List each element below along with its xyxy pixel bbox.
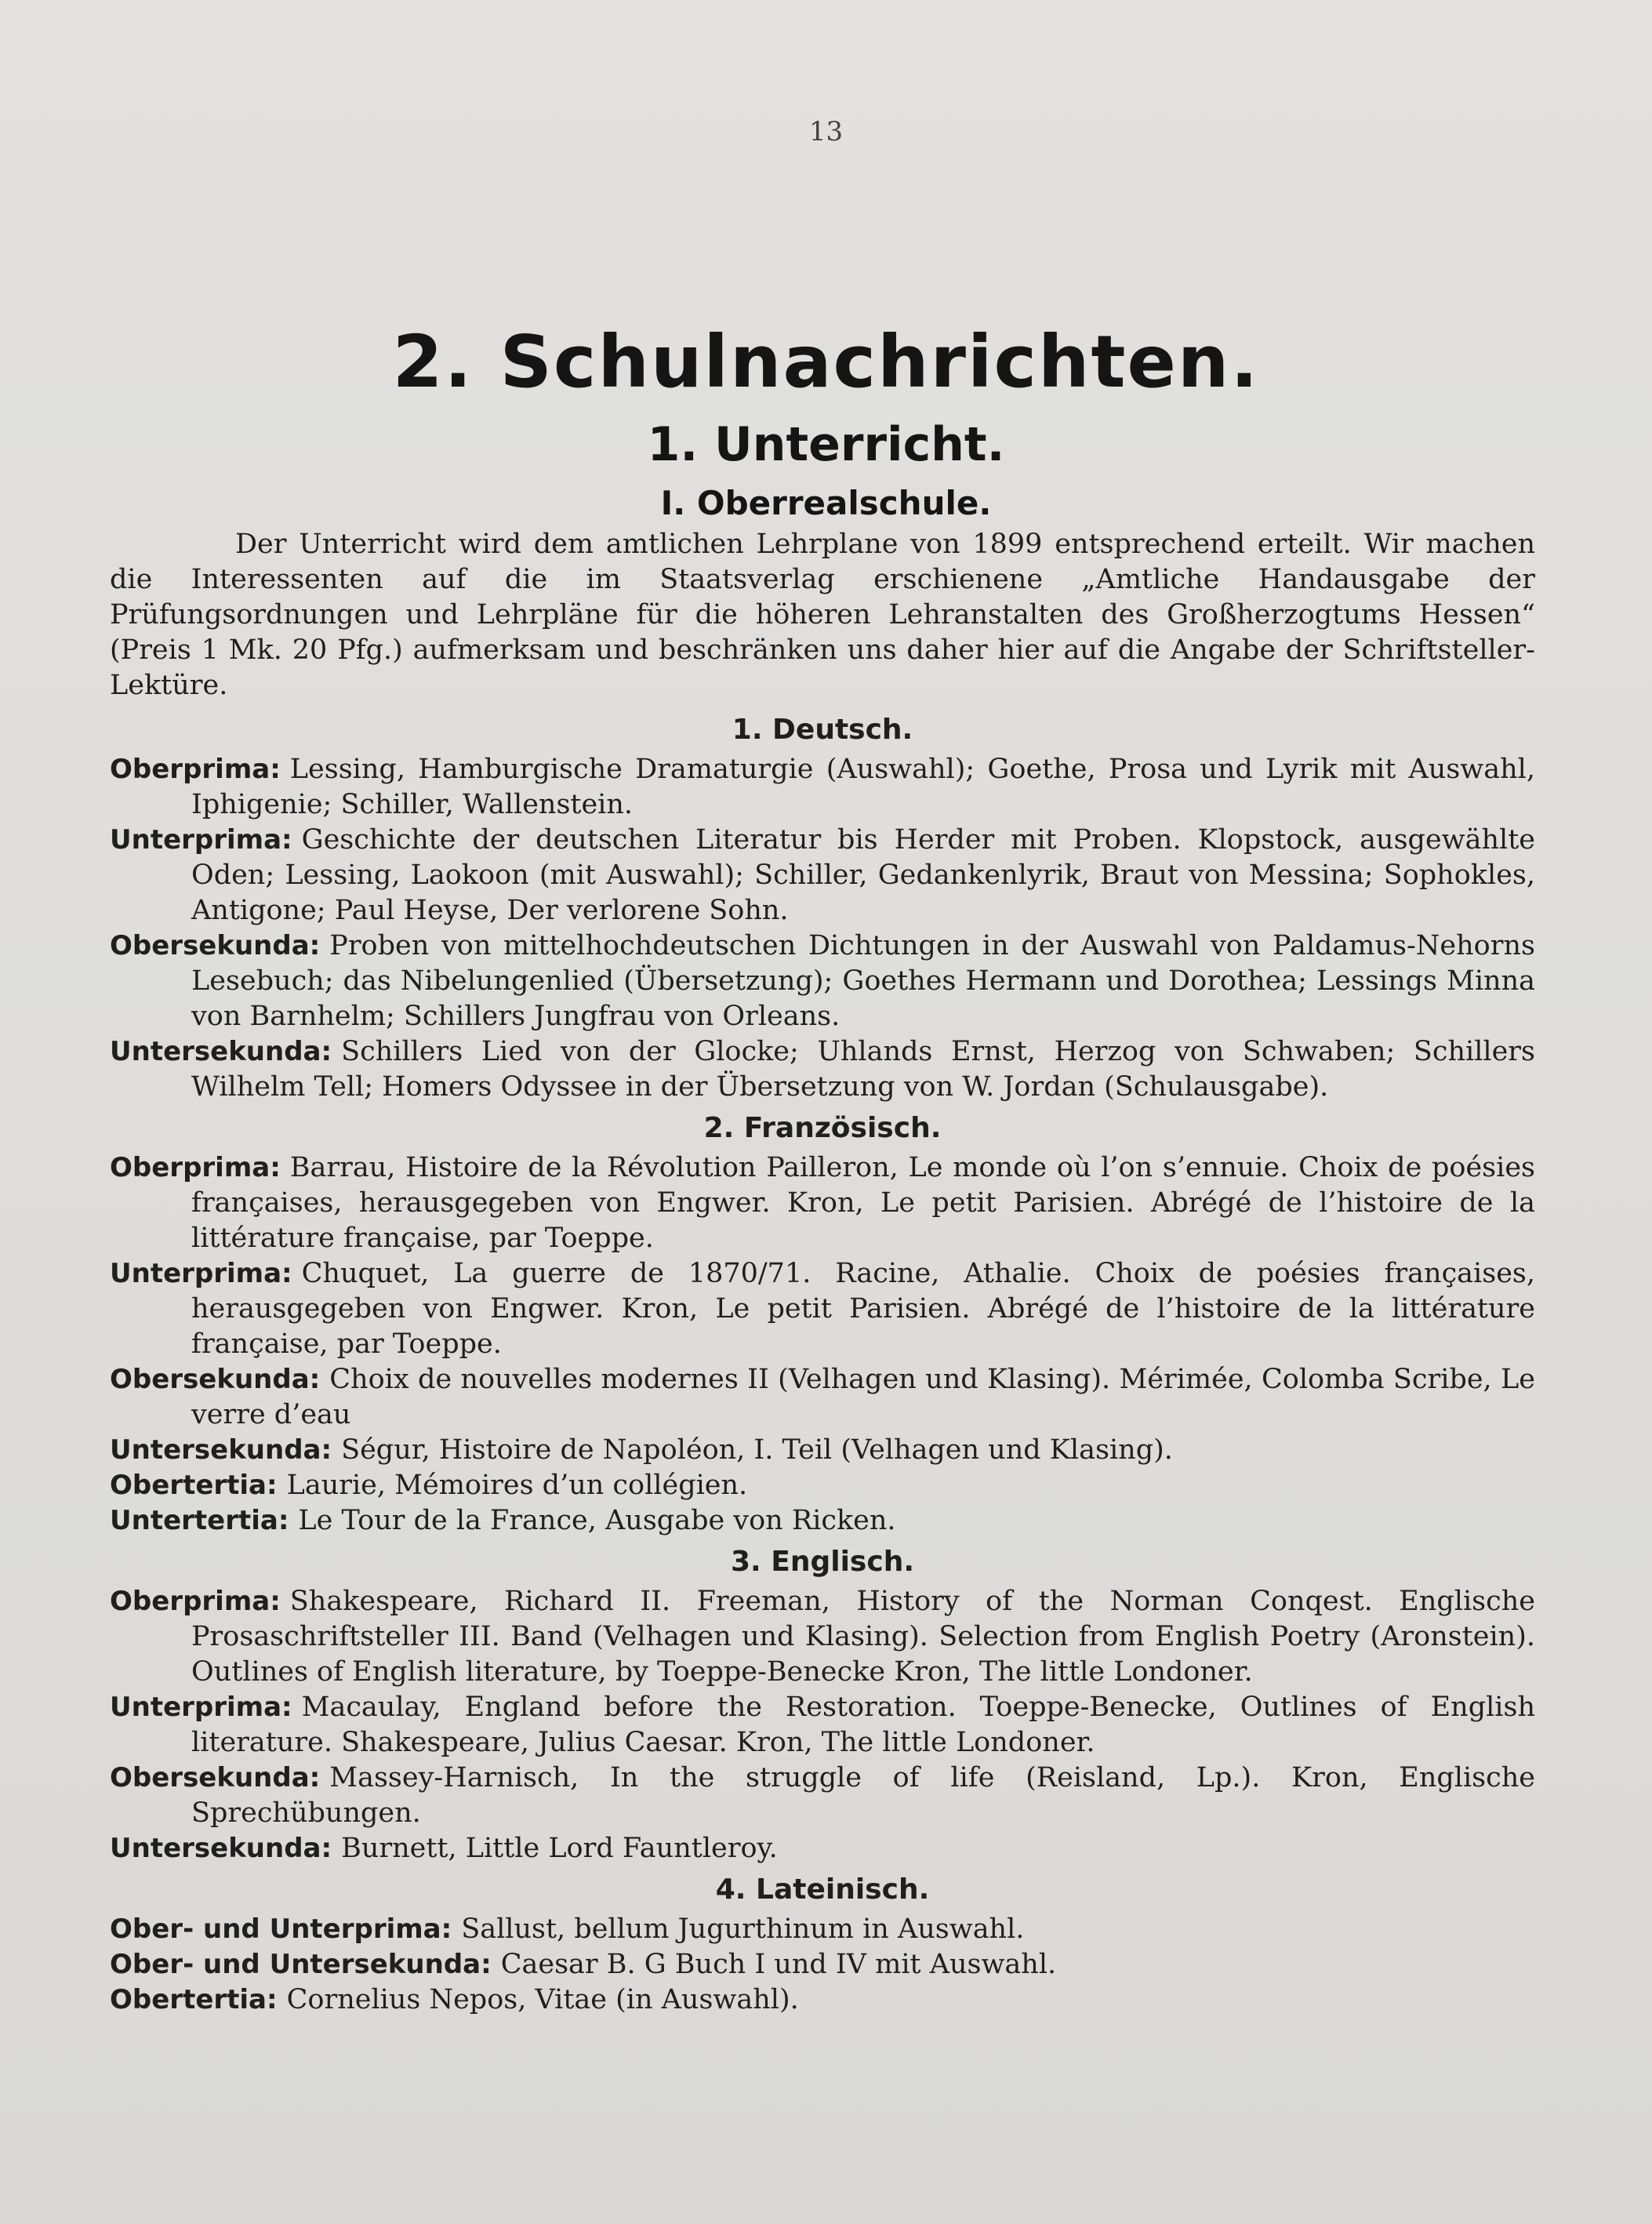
page-number: 13 bbox=[808, 116, 844, 147]
class-label: Unterprima: bbox=[110, 824, 292, 856]
subject-section bbox=[110, 1542, 1535, 1866]
sections-container bbox=[110, 710, 1535, 2018]
class-label: Oberprima: bbox=[110, 1152, 281, 1183]
reading-list: Cornelius Nepos, Vitae (in Auswahl). bbox=[286, 1984, 799, 2015]
subject-section bbox=[110, 710, 1535, 1105]
class-entry bbox=[110, 823, 1535, 928]
class-label: Untersekunda: bbox=[110, 1036, 332, 1067]
subject-heading: 2. Französisch. bbox=[703, 1112, 942, 1144]
class-label: Unterprima: bbox=[110, 1258, 292, 1289]
reading-list: Massey-Harnisch, In the struggle of life (Reisland, Lp.). Kron, Englische Sprechübungen. bbox=[191, 1762, 1535, 1829]
subject-heading: 4. Lateinisch. bbox=[715, 1873, 930, 1906]
class-label: Obersekunda: bbox=[110, 1762, 321, 1793]
reading-list: Sallust, bellum Jugurthinum in Auswahl. bbox=[461, 1913, 1025, 1945]
class-entry bbox=[110, 1034, 1535, 1105]
class-label: Ober- und Unterprima: bbox=[110, 1913, 452, 1945]
reading-list: Lessing, Hamburgische Dramaturgie (Auswahl); Goethe, Prosa und Lyrik mit Auswahl, Iphigenie; Schiller, Wallenstein. bbox=[191, 754, 1535, 820]
reading-list: Caesar B. G Buch I und IV mit Auswahl. bbox=[500, 1949, 1057, 1980]
class-label: Obertertia: bbox=[110, 1470, 278, 1501]
class-entry bbox=[110, 1831, 1535, 1866]
class-entry bbox=[110, 1503, 1535, 1539]
reading-list: Macaulay, England before the Restoration. Toeppe-Benecke, Outlines of English literature. Shakespeare, Julius Caesar. Kron, The little Londoner. bbox=[191, 1692, 1535, 1758]
class-entry bbox=[110, 1690, 1535, 1761]
class-label: Untersekunda: bbox=[110, 1434, 332, 1466]
reading-list: Ségur, Histoire de Napoléon, I. Teil (Velhagen und Klasing). bbox=[341, 1434, 1173, 1466]
class-label: Untertertia: bbox=[110, 1505, 289, 1536]
intro-paragraph: Der Unterricht wird dem amtlichen Lehrplane von 1899 entsprechend erteilt. Wir machen die Interessenten auf die im Staatsverlag erschienene „Amtliche Handausgabe der Prüfungsordnungen und Lehrpläne für die höheren Lehranstalten des Großherzogtums Hessen“ (Preis 1 Mk. 20 Pfg.) aufmerksam und beschränken uns daher hier auf die Angabe der Schriftsteller-Lektüre. bbox=[110, 529, 1535, 701]
subject-heading: 1. Deutsch. bbox=[732, 714, 913, 746]
page-title: 2. Schulnachrichten. bbox=[392, 320, 1260, 404]
class-entry bbox=[110, 1256, 1535, 1362]
class-label: Oberprima: bbox=[110, 754, 281, 785]
class-entry bbox=[110, 1761, 1535, 1831]
class-label: Obersekunda: bbox=[110, 930, 321, 961]
subject-heading: 3. Englisch. bbox=[731, 1546, 914, 1578]
class-label: Ober- und Untersekunda: bbox=[110, 1949, 492, 1980]
reading-list: Burnett, Little Lord Fauntleroy. bbox=[341, 1833, 778, 1864]
class-entry bbox=[110, 1150, 1535, 1256]
reading-list: Choix de nouvelles modernes II (Velhagen und Klasing). Mérimée, Colomba Scribe, Le verre d’eau bbox=[191, 1364, 1535, 1430]
reading-list: Schillers Lied von der Glocke; Uhlands Ernst, Herzog von Schwaben; Schillers Wilhelm Tell; Homers Odyssee in der Übersetzung von W. Jordan (Schulausgabe). bbox=[191, 1036, 1535, 1103]
class-entry bbox=[110, 1947, 1535, 1982]
reading-list: Chuquet, La guerre de 1870/71. Racine, Athalie. Choix de poésies françaises, herausgegeben von Engwer. Kron, Le petit Parisien. Abrégé de l’histoire de la littérature française, par Toeppe. bbox=[191, 1258, 1535, 1360]
class-entry bbox=[110, 1584, 1535, 1690]
class-entry bbox=[110, 1362, 1535, 1433]
document-body bbox=[110, 527, 1535, 2018]
class-label: Oberprima: bbox=[110, 1586, 281, 1617]
reading-list: Laurie, Mémoires d’un collégien. bbox=[286, 1470, 748, 1501]
class-entry bbox=[110, 752, 1535, 823]
class-label: Obersekunda: bbox=[110, 1364, 321, 1395]
reading-list: Geschichte der deutschen Literatur bis Herder mit Proben. Klopstock, ausgewählte Oden; Lessing, Laokoon (mit Auswahl); Schiller, Gedankenlyrik, Braut von Messina; Sophokles, Antigone; Paul Heyse, Der verlorene Sohn. bbox=[191, 824, 1535, 926]
class-entry bbox=[110, 1433, 1535, 1468]
subject-section bbox=[110, 1870, 1535, 2018]
class-entry bbox=[110, 1982, 1535, 2018]
class-label: Obertertia: bbox=[110, 1984, 278, 2015]
school-heading: I. Oberrealschule. bbox=[660, 484, 992, 522]
section-title: 1. Unterricht. bbox=[647, 417, 1005, 472]
class-entry bbox=[110, 928, 1535, 1034]
reading-list: Barrau, Histoire de la Révolution Pailleron, Le monde où l’on s’ennuie. Choix de poésies françaises, herausgegeben von Engwer. Kron, Le petit Parisien. Abrégé de l’histoire de la littérature française, par Toeppe. bbox=[191, 1152, 1535, 1254]
reading-list: Shakespeare, Richard II. Freeman, History of the Norman Conqest. Englische Prosaschriftsteller III. Band (Velhagen und Klasing). Selection from English Poetry (Aronstein). Outlines of English literature, by Toeppe-Benecke Kron, The little Londoner. bbox=[191, 1586, 1535, 1688]
subject-section bbox=[110, 1108, 1535, 1539]
reading-list: Proben von mittelhochdeutschen Dichtungen in der Auswahl von Paldamus-Nehorns Lesebuch; das Nibelungenlied (Übersetzung); Goethes Hermann und Dorothea; Lessings Minna von Barnhelm; Schillers Jungfrau von Orleans. bbox=[191, 930, 1535, 1032]
reading-list: Le Tour de la France, Ausgabe von Ricken. bbox=[298, 1505, 896, 1536]
class-label: Untersekunda: bbox=[110, 1833, 332, 1864]
class-label: Unterprima: bbox=[110, 1692, 292, 1723]
class-entry bbox=[110, 1912, 1535, 1947]
class-entry bbox=[110, 1468, 1535, 1503]
